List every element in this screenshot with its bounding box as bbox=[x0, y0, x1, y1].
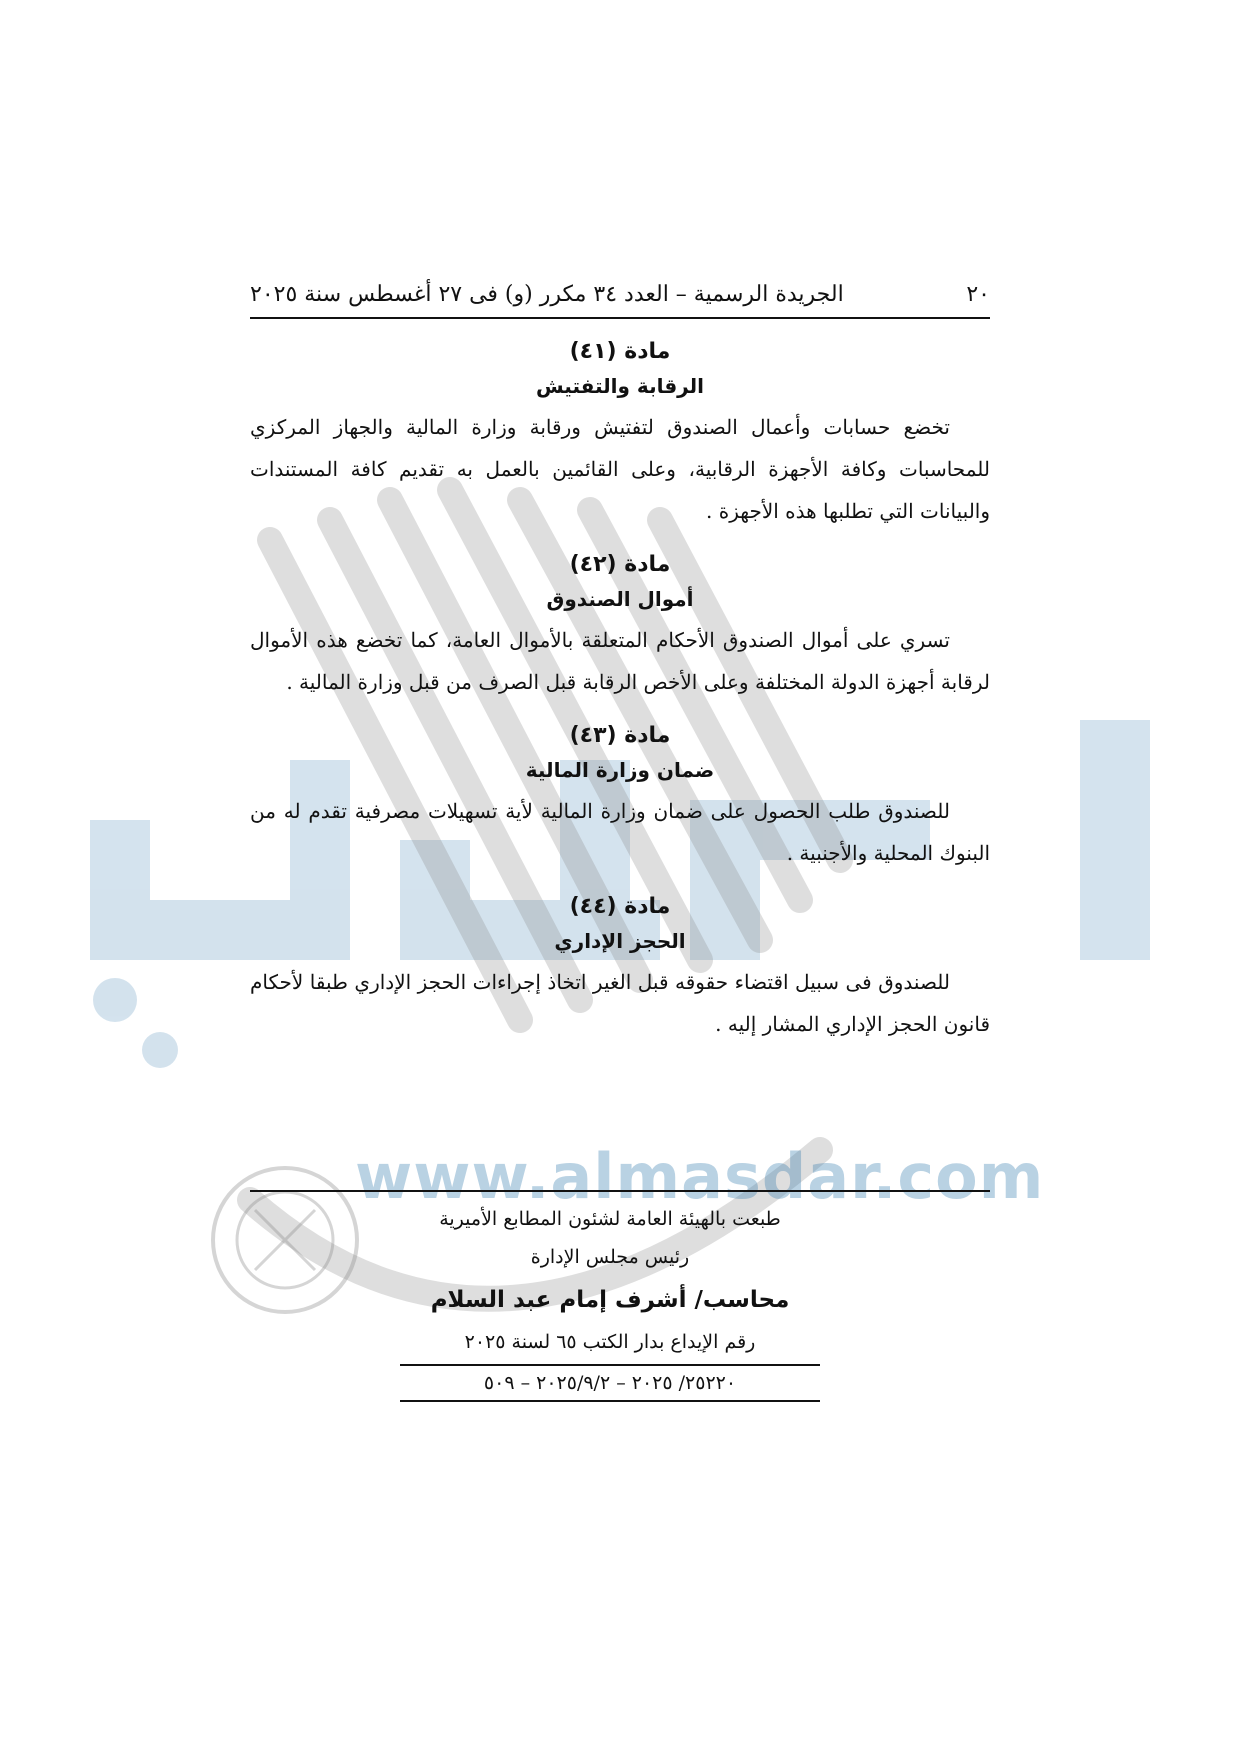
article-44 bbox=[250, 894, 990, 953]
chairman-label: رئيس مجلس الإدارة bbox=[530, 1246, 690, 1268]
article-title: الحجز الإداري bbox=[554, 929, 686, 953]
article-title: أموال الصندوق bbox=[546, 587, 694, 611]
article-title: ضمان وزارة المالية bbox=[525, 758, 715, 782]
article-42 bbox=[250, 552, 990, 611]
article-41 bbox=[250, 339, 990, 398]
article-number: مادة (٤٣) bbox=[569, 723, 671, 748]
article-title: الرقابة والتفتيش bbox=[536, 374, 704, 398]
print-code: ٢٥٢٢٠/ ٢٠٢٥ – ٢٠٢٥/٩/٢ – ٥٠٩ bbox=[400, 1366, 820, 1402]
article-text: تخضع حسابات وأعمال الصندوق لتفتيش ورقابة وزارة المالية والجهاز المركزي للمحاسبات وكافة الأجهزة الرقابية، وعلى القائمين بالعمل به تقديم كافة المستندات والبيانات التي تطلبها هذه الأجهزة . bbox=[250, 415, 990, 523]
article-text: للصندوق فى سبيل اقتضاء حقوقه قبل الغير اتخاذ إجراءات الحجز الإداري طبقا لأحكام قانون الحجز الإداري المشار إليه . bbox=[250, 970, 990, 1036]
watermark-site-text: www.almasdar.com bbox=[355, 1140, 1045, 1213]
chairman-name: محاسب/ أشرف إمام عبد السلام bbox=[430, 1287, 790, 1313]
article-number: مادة (٤٤) bbox=[569, 894, 671, 919]
gazette-title: الجريدة الرسمية – العدد ٣٤ مكرر (و) فى ٢٧ أغسطس سنة ٢٠٢٥ bbox=[250, 282, 844, 307]
article-43 bbox=[250, 723, 990, 782]
footer-divider bbox=[250, 1190, 990, 1192]
printer-footer bbox=[400, 1200, 820, 1402]
deposit-number: رقم الإيداع بدار الكتب ٦٥ لسنة ٢٠٢٥ bbox=[400, 1324, 820, 1366]
document-page bbox=[250, 282, 990, 1045]
article-text: للصندوق طلب الحصول على ضمان وزارة المالية لأية تسهيلات مصرفية تقدم له من البنوك المحلية والأجنبية . bbox=[250, 799, 990, 865]
page-number: ٢٠ bbox=[966, 282, 990, 307]
article-text: تسري على أموال الصندوق الأحكام المتعلقة بالأموال العامة، كما تخضع هذه الأموال لرقابة أجهزة الدولة المختلفة وعلى الأخص الرقابة قبل الصرف من قبل وزارة المالية . bbox=[250, 628, 990, 694]
article-number: مادة (٤٢) bbox=[569, 552, 671, 577]
article-number: مادة (٤١) bbox=[569, 339, 671, 364]
printed-by: طبعت بالهيئة العامة لشئون المطابع الأميرية bbox=[439, 1208, 781, 1230]
page-header bbox=[250, 282, 990, 319]
